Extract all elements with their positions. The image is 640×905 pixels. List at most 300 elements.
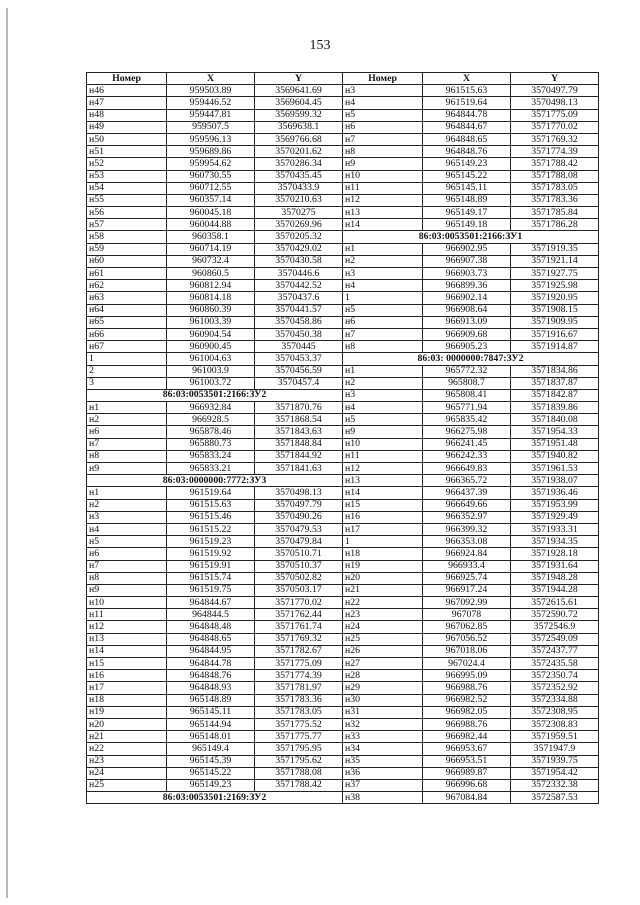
table-row [87, 450, 599, 462]
x-coordinate-cell: 966437.39 [423, 487, 511, 499]
x-coordinate-cell: 965149.18 [423, 219, 511, 231]
x-coordinate-cell: 967092.99 [423, 597, 511, 609]
point-number-cell: н13 [343, 475, 423, 487]
point-number-cell: н9 [87, 584, 167, 596]
table-row [87, 255, 599, 267]
y-coordinate-cell: 3572350.74 [511, 670, 599, 682]
page-number: 153 [309, 38, 331, 53]
table-row [87, 743, 599, 755]
point-number-cell: н24 [343, 621, 423, 633]
table-row [87, 536, 599, 548]
header-x-right: X [423, 73, 511, 85]
x-coordinate-cell: 966365.72 [423, 475, 511, 487]
point-number-cell: н14 [343, 219, 423, 231]
y-coordinate-cell: 3571927.75 [511, 268, 599, 280]
x-coordinate-cell: 965808.41 [423, 389, 511, 401]
point-number-cell: н9 [87, 463, 167, 475]
y-coordinate-cell: 3571783.36 [511, 194, 599, 206]
header-number-left: Номер [87, 73, 167, 85]
point-number-cell: н22 [87, 743, 167, 755]
table-row [87, 426, 599, 438]
point-number-cell: н5 [343, 304, 423, 316]
x-coordinate-cell: 965148.01 [167, 731, 255, 743]
point-number-cell: н58 [87, 231, 167, 243]
table-row [87, 341, 599, 353]
y-coordinate-cell: 3570430.58 [255, 255, 343, 267]
y-coordinate-cell: 3571961.53 [511, 463, 599, 475]
x-coordinate-cell: 965145.22 [167, 767, 255, 779]
point-number-cell: н3 [87, 511, 167, 523]
y-coordinate-cell: 3570446.6 [255, 268, 343, 280]
y-coordinate-cell: 3569766.68 [255, 133, 343, 145]
x-coordinate-cell: 961004.63 [167, 353, 255, 365]
table-row [87, 792, 599, 804]
point-number-cell: н20 [87, 718, 167, 730]
point-number-cell: н35 [343, 755, 423, 767]
y-coordinate-cell: 3571936.46 [511, 487, 599, 499]
y-coordinate-cell: 3571785.84 [511, 207, 599, 219]
y-coordinate-cell: 3571939.75 [511, 755, 599, 767]
y-coordinate-cell: 3571775.09 [255, 658, 343, 670]
point-number-cell: н3 [343, 389, 423, 401]
y-coordinate-cell: 3571953.99 [511, 499, 599, 511]
table-row [87, 463, 599, 475]
y-coordinate-cell: 3571914.87 [511, 341, 599, 353]
y-coordinate-cell: 3572334.88 [511, 694, 599, 706]
point-number-cell: н8 [343, 146, 423, 158]
x-coordinate-cell: 965808.7 [423, 377, 511, 389]
scan-edge-line [6, 8, 8, 898]
point-number-cell: н56 [87, 207, 167, 219]
table-row [87, 377, 599, 389]
table-row [87, 146, 599, 158]
y-coordinate-cell: 3570479.84 [255, 536, 343, 548]
x-coordinate-cell: 966928.5 [167, 414, 255, 426]
x-coordinate-cell: 960904.54 [167, 328, 255, 340]
point-number-cell: н16 [87, 670, 167, 682]
y-coordinate-cell: 3572435.58 [511, 658, 599, 670]
table-row [87, 779, 599, 791]
y-coordinate-cell: 3570503.17 [255, 584, 343, 596]
table-row [87, 414, 599, 426]
point-number-cell: н22 [343, 597, 423, 609]
x-coordinate-cell: 965149.23 [423, 158, 511, 170]
table-row [87, 268, 599, 280]
y-coordinate-cell: 3571938.07 [511, 475, 599, 487]
point-number-cell: н33 [343, 731, 423, 743]
x-coordinate-cell: 966995.09 [423, 670, 511, 682]
point-number-cell: н1 [87, 487, 167, 499]
table-row [87, 670, 599, 682]
table-row [87, 487, 599, 499]
point-number-cell: н49 [87, 121, 167, 133]
x-coordinate-cell: 965833.21 [167, 463, 255, 475]
x-coordinate-cell: 960900.45 [167, 341, 255, 353]
x-coordinate-cell: 966953.51 [423, 755, 511, 767]
x-coordinate-cell: 965148.89 [423, 194, 511, 206]
y-coordinate-cell: 3570510.37 [255, 560, 343, 572]
point-number-cell: н10 [343, 170, 423, 182]
point-number-cell: н29 [343, 682, 423, 694]
y-coordinate-cell: 3571834.86 [511, 365, 599, 377]
point-number-cell: н19 [87, 706, 167, 718]
y-coordinate-cell: 3571774.39 [255, 670, 343, 682]
x-coordinate-cell: 966902.95 [423, 243, 511, 255]
table-row [87, 353, 599, 365]
x-coordinate-cell: 961003.9 [167, 365, 255, 377]
y-coordinate-cell: 3571783.05 [511, 182, 599, 194]
point-number-cell: н9 [343, 158, 423, 170]
x-coordinate-cell: 959689.86 [167, 146, 255, 158]
point-number-cell: н13 [87, 633, 167, 645]
y-coordinate-cell: 3570286.34 [255, 158, 343, 170]
point-number-cell: н53 [87, 170, 167, 182]
point-number-cell: н38 [343, 792, 423, 804]
point-number-cell: н65 [87, 316, 167, 328]
y-coordinate-cell: 3570435.45 [255, 170, 343, 182]
point-number-cell: н6 [343, 121, 423, 133]
y-coordinate-cell: 3571775.77 [255, 731, 343, 743]
x-coordinate-cell: 966242.33 [423, 450, 511, 462]
x-coordinate-cell: 961003.72 [167, 377, 255, 389]
y-coordinate-cell: 3571840.08 [511, 414, 599, 426]
table-row [87, 316, 599, 328]
point-number-cell: н60 [87, 255, 167, 267]
header-y-right: Y [511, 73, 599, 85]
y-coordinate-cell: 3570502.82 [255, 572, 343, 584]
y-coordinate-cell: 3571770.02 [511, 121, 599, 133]
x-coordinate-cell: 965148.89 [167, 694, 255, 706]
point-number-cell: н12 [343, 463, 423, 475]
y-coordinate-cell: 3569599.32 [255, 109, 343, 121]
y-coordinate-cell: 3571931.64 [511, 560, 599, 572]
point-number-cell: н47 [87, 97, 167, 109]
y-coordinate-cell: 3571954.42 [511, 767, 599, 779]
point-number-cell: н1 [343, 243, 423, 255]
point-number-cell: 3 [87, 377, 167, 389]
y-coordinate-cell: 3571788.42 [511, 158, 599, 170]
point-number-cell: н6 [343, 316, 423, 328]
point-number-cell: н4 [343, 97, 423, 109]
x-coordinate-cell: 959954.62 [167, 158, 255, 170]
point-number-cell: н37 [343, 779, 423, 791]
x-coordinate-cell: 967084.84 [423, 792, 511, 804]
table-row [87, 609, 599, 621]
y-coordinate-cell: 3570441.57 [255, 304, 343, 316]
table-header-row [87, 73, 599, 85]
section-heading: 86:03:0000000:7772:ЗУ3 [87, 475, 343, 487]
point-number-cell: н61 [87, 268, 167, 280]
point-number-cell: н16 [343, 511, 423, 523]
x-coordinate-cell: 961515.22 [167, 523, 255, 535]
table-row [87, 718, 599, 730]
y-coordinate-cell: 3571837.87 [511, 377, 599, 389]
point-number-cell: н18 [87, 694, 167, 706]
point-number-cell: н9 [343, 426, 423, 438]
x-coordinate-cell: 966399.32 [423, 523, 511, 535]
table-row [87, 231, 599, 243]
y-coordinate-cell: 3569638.1 [255, 121, 343, 133]
x-coordinate-cell: 967018.06 [423, 645, 511, 657]
point-number-cell: н7 [87, 560, 167, 572]
x-coordinate-cell: 959447.81 [167, 109, 255, 121]
table-row [87, 365, 599, 377]
table-row [87, 402, 599, 414]
y-coordinate-cell: 3572590.72 [511, 609, 599, 621]
table-row [87, 85, 599, 97]
table-row [87, 499, 599, 511]
y-coordinate-cell: 3570429.02 [255, 243, 343, 255]
x-coordinate-cell: 961519.91 [167, 560, 255, 572]
x-coordinate-cell: 966932.84 [167, 402, 255, 414]
point-number-cell: н10 [87, 597, 167, 609]
y-coordinate-cell: 3571775.09 [511, 109, 599, 121]
table-row [87, 475, 599, 487]
table-row [87, 304, 599, 316]
point-number-cell: н12 [87, 621, 167, 633]
x-coordinate-cell: 961519.64 [167, 487, 255, 499]
y-coordinate-cell: 3571783.36 [255, 694, 343, 706]
point-number-cell: 2 [87, 365, 167, 377]
section-heading: 86:03:0053501:2166:ЗУ2 [87, 389, 343, 401]
point-number-cell: н15 [343, 499, 423, 511]
point-number-cell: н21 [343, 584, 423, 596]
section-heading: 86:03: 0000000:7847:ЗУ2 [343, 353, 599, 365]
y-coordinate-cell: 3571868.54 [255, 414, 343, 426]
x-coordinate-cell: 965149.4 [167, 743, 255, 755]
x-coordinate-cell: 961003.39 [167, 316, 255, 328]
y-coordinate-cell: 3571769.32 [511, 133, 599, 145]
table-row [87, 328, 599, 340]
x-coordinate-cell: 967024.4 [423, 658, 511, 670]
x-coordinate-cell: 959503.89 [167, 85, 255, 97]
y-coordinate-cell: 3571919.35 [511, 243, 599, 255]
x-coordinate-cell: 959596.13 [167, 133, 255, 145]
y-coordinate-cell: 3571839.86 [511, 402, 599, 414]
point-number-cell: н1 [343, 365, 423, 377]
x-coordinate-cell: 959507.5 [167, 121, 255, 133]
point-number-cell: н46 [87, 85, 167, 97]
x-coordinate-cell: 966275.98 [423, 426, 511, 438]
x-coordinate-cell: 965833.24 [167, 450, 255, 462]
y-coordinate-cell: 3570498.13 [511, 97, 599, 109]
x-coordinate-cell: 960045.18 [167, 207, 255, 219]
y-coordinate-cell: 3571788.08 [255, 767, 343, 779]
x-coordinate-cell: 966989.87 [423, 767, 511, 779]
y-coordinate-cell: 3570433.9 [255, 182, 343, 194]
point-number-cell: н2 [343, 255, 423, 267]
y-coordinate-cell: 3569641.69 [255, 85, 343, 97]
point-number-cell: н8 [343, 341, 423, 353]
y-coordinate-cell: 3570205.32 [255, 231, 343, 243]
table-row [87, 389, 599, 401]
point-number-cell: н13 [343, 207, 423, 219]
header-x-left: X [167, 73, 255, 85]
table-row [87, 243, 599, 255]
x-coordinate-cell: 966902.14 [423, 292, 511, 304]
x-coordinate-cell: 966649.83 [423, 463, 511, 475]
point-number-cell: н4 [87, 523, 167, 535]
x-coordinate-cell: 966909.68 [423, 328, 511, 340]
point-number-cell: н63 [87, 292, 167, 304]
y-coordinate-cell: 3571909.95 [511, 316, 599, 328]
point-number-cell: н48 [87, 109, 167, 121]
point-number-cell: н14 [343, 487, 423, 499]
table-row [87, 170, 599, 182]
x-coordinate-cell: 965880.73 [167, 438, 255, 450]
y-coordinate-cell: 3571925.98 [511, 280, 599, 292]
point-number-cell: н31 [343, 706, 423, 718]
point-number-cell: н23 [343, 609, 423, 621]
table-row [87, 219, 599, 231]
section-heading: 86:03:0053501:2169:ЗУ2 [87, 792, 343, 804]
x-coordinate-cell: 960357.14 [167, 194, 255, 206]
y-coordinate-cell: 3571762.44 [255, 609, 343, 621]
y-coordinate-cell: 3570275 [255, 207, 343, 219]
y-coordinate-cell: 3572308.95 [511, 706, 599, 718]
point-number-cell: н25 [87, 779, 167, 791]
y-coordinate-cell: 3569604.45 [255, 97, 343, 109]
header-number-right: Номер [343, 73, 423, 85]
x-coordinate-cell: 960860.5 [167, 268, 255, 280]
y-coordinate-cell: 3572352.92 [511, 682, 599, 694]
x-coordinate-cell: 964848.93 [167, 682, 255, 694]
y-coordinate-cell: 3572308.83 [511, 718, 599, 730]
y-coordinate-cell: 3571921.14 [511, 255, 599, 267]
point-number-cell: н3 [343, 85, 423, 97]
table-row [87, 511, 599, 523]
x-coordinate-cell: 966925.74 [423, 572, 511, 584]
point-number-cell: н5 [87, 536, 167, 548]
point-number-cell: н8 [87, 450, 167, 462]
table-row [87, 645, 599, 657]
x-coordinate-cell: 964844.78 [167, 658, 255, 670]
x-coordinate-cell: 965145.11 [423, 182, 511, 194]
x-coordinate-cell: 961515.74 [167, 572, 255, 584]
x-coordinate-cell: 967062.85 [423, 621, 511, 633]
x-coordinate-cell: 966982.05 [423, 706, 511, 718]
x-coordinate-cell: 961519.64 [423, 97, 511, 109]
point-number-cell: н7 [87, 438, 167, 450]
x-coordinate-cell: 961515.63 [167, 499, 255, 511]
point-number-cell: н1 [87, 402, 167, 414]
point-number-cell: н11 [343, 182, 423, 194]
y-coordinate-cell: 3570490.26 [255, 511, 343, 523]
y-coordinate-cell: 3571795.95 [255, 743, 343, 755]
y-coordinate-cell: 3572437.77 [511, 645, 599, 657]
x-coordinate-cell: 965144.94 [167, 718, 255, 730]
y-coordinate-cell: 3570510.71 [255, 548, 343, 560]
y-coordinate-cell: 3571769.32 [255, 633, 343, 645]
y-coordinate-cell: 3571775.52 [255, 718, 343, 730]
y-coordinate-cell: 3570458.86 [255, 316, 343, 328]
y-coordinate-cell: 3571934.35 [511, 536, 599, 548]
y-coordinate-cell: 3570457.4 [255, 377, 343, 389]
x-coordinate-cell: 960730.55 [167, 170, 255, 182]
point-number-cell: н3 [343, 268, 423, 280]
point-number-cell: н50 [87, 133, 167, 145]
table-row [87, 597, 599, 609]
x-coordinate-cell: 966933.4 [423, 560, 511, 572]
x-coordinate-cell: 966913.09 [423, 316, 511, 328]
point-number-cell: 1 [343, 292, 423, 304]
point-number-cell: н26 [343, 645, 423, 657]
point-number-cell: н19 [343, 560, 423, 572]
y-coordinate-cell: 3571795.62 [255, 755, 343, 767]
point-number-cell: н23 [87, 755, 167, 767]
x-coordinate-cell: 966352.97 [423, 511, 511, 523]
point-number-cell: н32 [343, 718, 423, 730]
x-coordinate-cell: 964844.67 [167, 597, 255, 609]
y-coordinate-cell: 3572546.9 [511, 621, 599, 633]
x-coordinate-cell: 964844.78 [423, 109, 511, 121]
x-coordinate-cell: 961515.46 [167, 511, 255, 523]
y-coordinate-cell: 3571928.18 [511, 548, 599, 560]
point-number-cell: н30 [343, 694, 423, 706]
y-coordinate-cell: 3571783.05 [255, 706, 343, 718]
table-row [87, 158, 599, 170]
point-number-cell: н2 [87, 414, 167, 426]
x-coordinate-cell: 966982.44 [423, 731, 511, 743]
point-number-cell: н28 [343, 670, 423, 682]
y-coordinate-cell: 3571788.08 [511, 170, 599, 182]
point-number-cell: н52 [87, 158, 167, 170]
point-number-cell: н62 [87, 280, 167, 292]
y-coordinate-cell: 3570453.37 [255, 353, 343, 365]
x-coordinate-cell: 965772.32 [423, 365, 511, 377]
y-coordinate-cell: 3571848.84 [255, 438, 343, 450]
point-number-cell: н6 [87, 426, 167, 438]
point-number-cell: н17 [343, 523, 423, 535]
x-coordinate-cell: 966241.45 [423, 438, 511, 450]
section-heading: 86:03:0053501:2166:ЗУ1 [343, 231, 599, 243]
point-number-cell: н64 [87, 304, 167, 316]
x-coordinate-cell: 960358.1 [167, 231, 255, 243]
y-coordinate-cell: 3570442.52 [255, 280, 343, 292]
table-row [87, 584, 599, 596]
y-coordinate-cell: 3571770.02 [255, 597, 343, 609]
table-row [87, 767, 599, 779]
y-coordinate-cell: 3571843.63 [255, 426, 343, 438]
y-coordinate-cell: 3571761.74 [255, 621, 343, 633]
y-coordinate-cell: 3571933.31 [511, 523, 599, 535]
table-row [87, 548, 599, 560]
table-row [87, 682, 599, 694]
y-coordinate-cell: 3571841.63 [255, 463, 343, 475]
point-number-cell: н4 [343, 280, 423, 292]
x-coordinate-cell: 966903.73 [423, 268, 511, 280]
point-number-cell: н17 [87, 682, 167, 694]
x-coordinate-cell: 960814.18 [167, 292, 255, 304]
x-coordinate-cell: 960860.39 [167, 304, 255, 316]
table-row [87, 194, 599, 206]
y-coordinate-cell: 3571944.28 [511, 584, 599, 596]
y-coordinate-cell: 3570456.59 [255, 365, 343, 377]
x-coordinate-cell: 960044.88 [167, 219, 255, 231]
table-row [87, 523, 599, 535]
table-row [87, 182, 599, 194]
table-row [87, 694, 599, 706]
table-row [87, 621, 599, 633]
y-coordinate-cell: 3571774.39 [511, 146, 599, 158]
x-coordinate-cell: 966953.67 [423, 743, 511, 755]
point-number-cell: н14 [87, 645, 167, 657]
x-coordinate-cell: 960812.94 [167, 280, 255, 292]
y-coordinate-cell: 3570445 [255, 341, 343, 353]
x-coordinate-cell: 966924.84 [423, 548, 511, 560]
point-number-cell: н25 [343, 633, 423, 645]
point-number-cell: н54 [87, 182, 167, 194]
